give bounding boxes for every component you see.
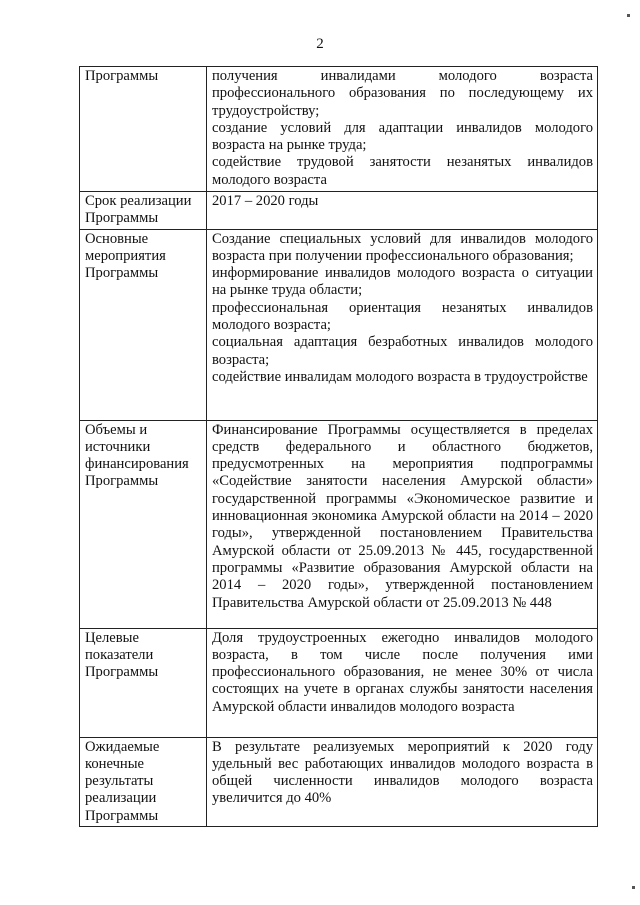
table-row: [80, 67, 598, 192]
row-label: Срок реализации Программы: [80, 192, 207, 230]
row-content: [207, 67, 598, 192]
content-paragraph: Создание специальных условий для инвалидов молодого возраста при получении профессионального образования;: [212, 230, 593, 264]
content-paragraph: получения инвалидами молодого возраста профессионального образования по последующему их трудоустройству;: [212, 68, 593, 119]
scan-speck: [627, 14, 630, 17]
content-paragraph: Финансирование Программы осуществляется в пределах средств федерального и областного бюджетов, предусмотренных на мероприятия подпрограммы «Содействие занятости населения Амурской области» государственной программы «Экономическое развитие и инновационная экономика Амурской области на 2014 – 2020 годы», утвержденной постановлением Правительства Амурской области от 25.09.2013 № 445, государственной программы «Развитие образования Амурской области на 2014 – 2020 годы», утвержденной постановлением Правительства Амурской области от 25.09.2013 № 448: [212, 421, 593, 611]
row-label: Целевые показатели Программы: [80, 628, 207, 737]
table-row: [80, 737, 598, 826]
page-number: 2: [316, 36, 324, 52]
row-content: [207, 192, 598, 230]
program-passport-table: [79, 66, 598, 827]
content-paragraph: Доля трудоустроенных ежегодно инвалидов молодого возраста, в том числе после получения ими профессионального образования, не менее 30% от числа состоящих на учете в органах службы занятости населения Амурской области инвалидов молодого возраста: [212, 629, 593, 715]
content-paragraph: информирование инвалидов молодого возраста о ситуации на рынке труда области;: [212, 265, 593, 299]
content-paragraph: содействие инвалидам молодого возраста в трудоустройстве: [212, 368, 588, 385]
content-paragraph: социальная адаптация безработных инвалидов молодого возраста;: [212, 334, 593, 368]
table-row: [80, 420, 598, 628]
content-paragraph: профессиональная ориентация незанятых инвалидов молодого возраста;: [212, 299, 593, 334]
content-paragraph: В результате реализуемых мероприятий к 2020 году удельный вес работающих инвалидов молодого возраста в общей численности инвалидов молодого возраста увеличится до 40%: [212, 738, 593, 807]
content-paragraph: 2017 – 2020 годы: [212, 193, 319, 209]
row-label: Основные мероприятия Программы: [80, 229, 207, 420]
scan-speck: [632, 886, 635, 889]
row-content: [207, 737, 598, 826]
table-row: [80, 229, 598, 420]
content-paragraph: создание условий для адаптации инвалидов молодого возраста на рынке труда;: [212, 119, 593, 154]
table-row: [80, 628, 598, 737]
row-content: [207, 420, 598, 628]
row-content: [207, 628, 598, 737]
row-label: Программы: [80, 67, 207, 192]
row-label: Объемы и источники финансирования Программы: [80, 420, 207, 628]
row-content: [207, 229, 598, 420]
table-row: [80, 192, 598, 230]
row-label: Ожидаемые конечные результаты реализации Программы: [80, 737, 207, 826]
content-paragraph: содействие трудовой занятости незанятых инвалидов молодого возраста: [212, 154, 593, 188]
